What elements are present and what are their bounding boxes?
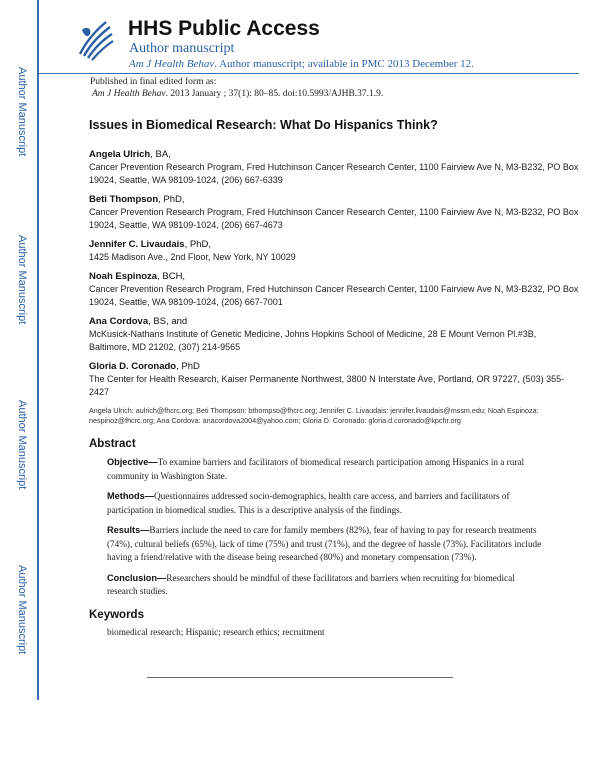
availability-text: . Author manuscript; available in PMC 2013 December 12. [214,58,474,70]
hhs-public-access-title: HHS Public Access [128,17,320,40]
side-label-author-manuscript: Author Manuscript [16,67,28,157]
side-label-author-manuscript: Author Manuscript [16,235,28,325]
author-degree: , BS, and [148,316,188,327]
author-degree: , PhD, [158,194,185,205]
abstract-sections [89,456,579,599]
author-name-text: Jennifer C. Livaudais [89,239,185,250]
published-in-line: Published in final edited form as: [90,77,217,87]
author-name-text: Angela Ulrich [89,149,151,160]
citation-line [92,89,383,99]
hhs-eagle-logo-icon [76,16,114,62]
citation-details: . 2013 January ; 37(1): 80–85. doi:10.5993/AJHB.37.1.9. [165,89,384,99]
author-entry [89,361,579,399]
author-list [89,149,579,399]
author-degree: , BCH, [157,271,186,282]
author-affiliation: McKusick-Nathans Institute of Genetic Medicine, Johns Hopkins School of Medicine, 28 E Mount Vernon Pl.#3B, Baltimore, MD 21202, (307) 214-9565 [89,329,537,352]
header-rule [39,73,579,74]
author-name [89,316,579,328]
author-name [89,271,579,283]
author-entry [89,239,579,264]
abstract-section [107,456,547,483]
abstract-section-label: Conclusion— [107,572,167,583]
abstract-section-label: Objective— [107,457,158,467]
author-degree: , PhD [176,361,200,372]
abstract-section [107,490,547,517]
author-affiliation: 1425 Madison Ave., 2nd Floor, New York, NY 10029 [89,252,296,262]
author-affiliation: Cancer Prevention Research Program, Fred Hutchinson Cancer Research Center, 1100 Fairview Ave N, M3-B232, PO Box 19024, Seattle, WA 98109-1024, (206) 667-4673 [89,207,579,230]
abstract-section-text: Researchers should be mindful of these facilitators and barriers when recruiting for biomedical research studies. [107,572,515,596]
author-degree: , PhD, [184,239,211,250]
author-name-text: Beti Thompson [89,194,159,205]
author-affiliation: Cancer Prevention Research Program, Fred Hutchinson Cancer Research Center, 1100 Fairview Ave N, M3-B232, PO Box 19024, Seattle, WA 98109-1024, (206) 667-7001 [89,284,579,307]
abstract-section-label: Results— [107,525,150,535]
journal-name: Am J Health Behav [129,58,215,70]
author-entry [89,194,579,232]
article-body [89,118,579,637]
author-name-text: Noah Espinoza [89,271,158,282]
side-label-author-manuscript: Author Manuscript [16,400,28,490]
footer-rule [147,677,453,678]
author-entry [89,149,579,187]
author-entry [89,316,579,354]
abstract-section-label: Methods— [107,491,154,501]
author-emails: Angela Ulrich: aulrich@fhcrc.org; Beti Thompson: bthompso@fhcrc.org; Jennifer C. Livaudais: jennifer.livaudais@mssm.edu; Noah Espinoza: nespinoz@fhcrc.org; Ana Cordova: anacordova2004@yahoo.com; Gloria D. Coronado: gloria.d.coronado@kpchr.org [89,406,539,425]
abstract-section-text: To examine barriers and facilitators of biomedical research participation among Hispanics in a rural community in Washington State. [107,457,525,481]
author-name [89,194,579,206]
author-name [89,361,579,373]
abstract-section [107,524,547,565]
author-name-text: Gloria D. Coronado [89,361,177,372]
author-name-text: Ana Cordova [89,316,149,327]
journal-availability-line [129,58,474,70]
author-degree: , BA, [150,149,171,160]
author-name [89,149,579,161]
abstract-section-text: Questionnaires addressed socio-demographics, health care access, and barriers and facilitators of participation in biomedical studies. This is a descriptive analysis of the findings. [107,491,510,515]
left-margin-rule [37,0,39,700]
author-manuscript-subtitle: Author manuscript [129,41,235,56]
keywords-heading: Keywords [89,608,144,621]
author-affiliation: Cancer Prevention Research Program, Fred Hutchinson Cancer Research Center, 1100 Fairview Ave N, M3-B232, PO Box 19024, Seattle, WA 98109-1024, (206) 667-6339 [89,162,579,185]
citation-journal: Am J Health Behav [92,89,166,99]
abstract-heading: Abstract [89,438,136,450]
article-title: Issues in Biomedical Research: What Do Hispanics Think? [89,118,438,132]
abstract-section-text: Barriers include the need to care for family members (82%), fear of having to pay for research treatments (74%), cultural beliefs (65%), lack of time (75%) and trust (71%), and the degree of hassle (73%). Facilitators include having a friend/relative with the disease being researched (80%) and monetary compensation (73%). [107,525,542,562]
author-affiliation: The Center for Health Research, Kaiser Permanente Northwest, 3800 N Interstate Ave, Portland, OR 97227, (503) 355-2427 [89,374,565,397]
keywords-text: biomedical research; Hispanic; research ethics; recruitment [107,626,325,637]
abstract-section [107,572,547,599]
author-name [89,239,579,251]
author-entry [89,271,579,309]
side-label-author-manuscript: Author Manuscript [16,565,28,655]
